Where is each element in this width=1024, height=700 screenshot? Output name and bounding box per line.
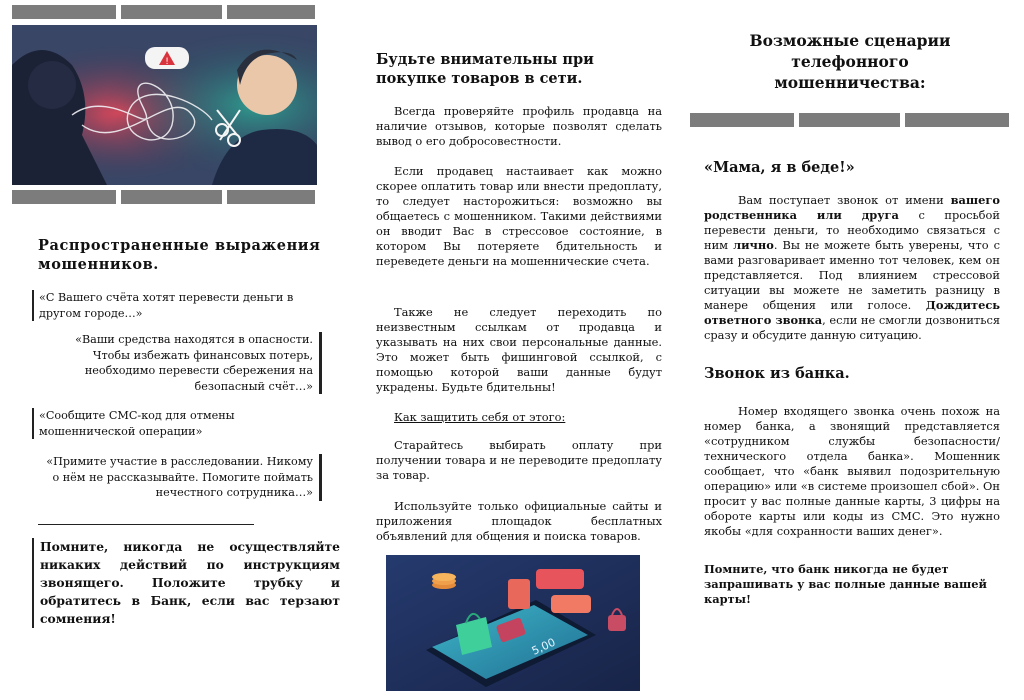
text-run: с просьбой перевести деньги, то необходимо связаться с ним: [704, 208, 1000, 252]
bank-warning: Помните, что банк никогда не будет запрашивать у вас полные данные вашей карты!: [704, 562, 987, 606]
scam-quote: «Примите участие в расследовании. Никому о нём не рассказывайте. Помогите поймать нечестного сотрудника…»: [40, 454, 322, 501]
phone-price-label: 5,00: [529, 635, 558, 658]
scam-quote: «Ваши средства находятся в опасности. Чтобы избежать финансовых потерь, необходимо перевести сбережения на безопасный счёт…»: [60, 332, 322, 394]
bold-run: Дождитесь ответного звонка: [704, 298, 1000, 327]
paragraph: Старайтесь выбирать оплату при получении товара и не переводите предоплату за товар.: [376, 438, 662, 482]
scenarios-title: Возможные сценарии телефонного мошенничества:: [749, 31, 951, 92]
protect-heading: Как защитить себя от этого:: [394, 410, 566, 424]
scenario-mom-text: [704, 193, 1000, 343]
scam-quote: «С Вашего счёта хотят перевести деньги в другом городе…»: [32, 290, 314, 321]
scenario-mom-heading: «Мама, я в беде!»: [704, 159, 855, 176]
decor-bar: [121, 5, 222, 19]
decor-bar: [121, 190, 222, 204]
decor-bar: [12, 190, 116, 204]
decor-bar: [905, 113, 1009, 127]
decor-bar: [227, 190, 315, 204]
decor-bar: [227, 5, 315, 19]
text-run: , если не смогли дозвониться сразу и обсудите данную ситуацию.: [704, 313, 1001, 342]
bold-run: вашего родственника или друга: [704, 193, 1000, 222]
left-warning: Помните, никогда не осуществляйте никаких действий по инструкциям звонящего. Положите трубку и обратитесь в Банк, если вас терзают сомнения!: [32, 538, 340, 628]
top-decor-bars: [12, 5, 315, 19]
bottom-decor-bars: [12, 190, 315, 204]
paragraph: Всегда проверяйте профиль продавца на наличие отзывов, которые позволят сделать вывод о его добросовестности.: [376, 104, 662, 148]
text-run: . Вы не можете быть уверены, что с вами разговаривает именно тот человек, кем он представляется. Под влиянием стрессовой ситуации вы можете не заметить разницу в манере общения или голосе.: [704, 238, 1000, 312]
paragraph: Также не следует переходить по неизвестным ссылкам от продавца и указывать на них свои персональные данные. Это может быть фишинговой ссылкой, с помощью которой ваши данные будут украдены. Будьте бдительны!: [376, 305, 662, 394]
text-run: Вам поступает звонок от имени: [738, 193, 951, 207]
scam-quote: «Сообщите СМС-код для отмены мошеннической операции»: [32, 408, 299, 439]
left-column: [12, 0, 340, 700]
decor-bar: [799, 113, 900, 127]
middle-column: [372, 0, 664, 700]
divider-line: [38, 524, 254, 525]
paragraph: Если продавец настаивает как можно скорее оплатить товар или внести предоплату, то следует насторожиться: возможно вы общаетесь с мошенником. Такими действиями он вводит Вас в стрессовое состояние, в котором Вы потеряете бдительность и переведете деньги на мошеннические счета.: [376, 164, 662, 268]
svg-text:!: !: [165, 57, 169, 67]
scenario-bank-heading: Звонок из банка.: [704, 365, 850, 382]
online-shopping-heading: Будьте внимательны при покупке товаров в сети.: [376, 51, 594, 87]
decor-bar: [12, 5, 116, 19]
scenario-bank-text: Номер входящего звонка очень похож на номер банка, а звонящий представляется «сотрудником службы безопасности/ технического отдела банка». Мошенник сообщает, что «банк выявил подозрительную операцию» или «в системе произошел сбой». Он просит у вас полные данные карты, 3 цифры на обороте карты или коды из СМС. Это нужно якобы «для сохранности ваших денег».: [704, 404, 1000, 538]
online-shopping-illustration: [386, 555, 640, 691]
scam-call-illustration: [12, 25, 317, 185]
decor-bar: [690, 113, 794, 127]
right-decor-bars: [690, 113, 1009, 127]
scam-phrases-heading: Распространенные выражения мошенников.: [38, 237, 321, 273]
paragraph: Используйте только официальные сайты и приложения площадок бесплатных объявлений для общения и поиска товаров.: [376, 499, 662, 543]
bold-run: лично: [733, 238, 774, 252]
right-column: [690, 0, 1014, 700]
